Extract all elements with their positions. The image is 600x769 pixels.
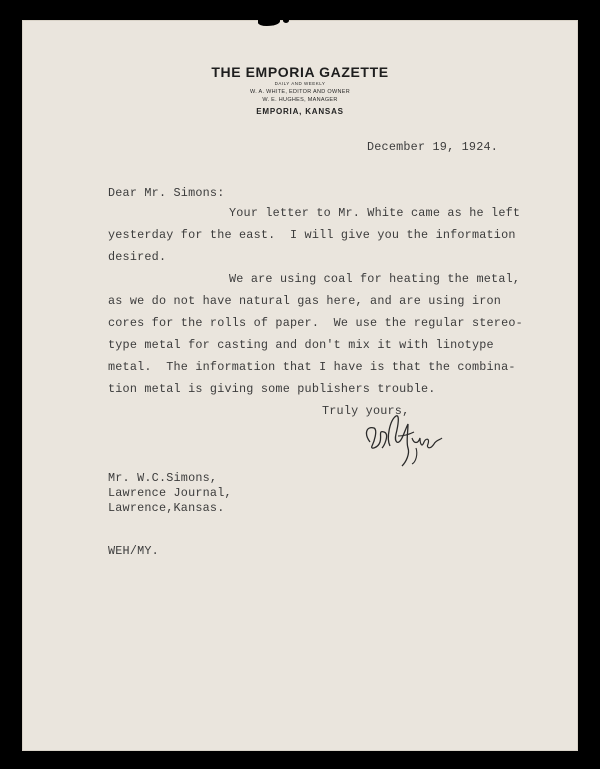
body-line: desired. [108,250,167,264]
torn-edge-mark-small [283,18,289,23]
salutation: Dear Mr. Simons: [108,186,225,200]
typist-initials: WEH/MY. [108,544,159,558]
recipient-city: Lawrence,Kansas. [108,501,225,515]
letterhead-manager: W. E. HUGHES, MANAGER [262,97,338,103]
closing: Truly yours, [322,404,410,418]
body-line: metal. The information that I have is that the combina- [108,360,516,374]
letterhead-city: EMPORIA, KANSAS [256,107,344,116]
body-line: cores for the rolls of paper. We use the regular stereo- [108,316,523,330]
body-line: Your letter to Mr. White came as he left [229,206,521,220]
recipient-organization: Lawrence Journal, [108,486,232,500]
letterhead-subtitle: DAILY AND WEEKLY [274,81,326,86]
letterhead-title: THE EMPORIA GAZETTE [211,64,389,80]
letterhead-editor: W. A. WHITE, EDITOR AND OWNER [250,89,350,95]
body-line: We are using coal for heating the metal, [229,272,521,286]
body-line: as we do not have natural gas here, and are using iron [108,294,502,308]
body-line: yesterday for the east. I will give you the information [108,228,516,242]
letter-date: December 19, 1924. [367,140,499,154]
handwritten-signature [356,408,448,470]
body-line: tion metal is giving some publishers trouble. [108,382,436,396]
body-line: type metal for casting and don't mix it with linotype [108,338,494,352]
recipient-name: Mr. W.C.Simons, [108,471,218,485]
